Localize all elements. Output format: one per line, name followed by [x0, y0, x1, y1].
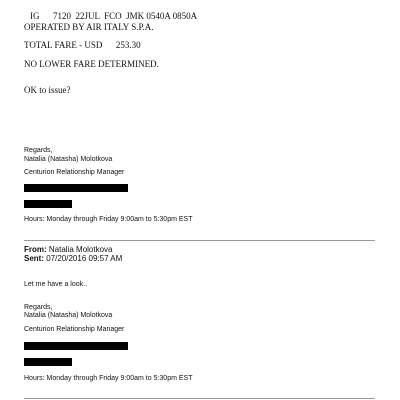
divider [24, 240, 375, 241]
redaction-bar [24, 342, 128, 350]
total-fare-line: TOTAL FARE - USD 253.30 [24, 40, 141, 50]
signature-hours: Hours: Monday through Friday 9:00am to 5:30pm EST [24, 216, 193, 223]
signature-regards: Regards, [24, 147, 53, 154]
sent-row [24, 254, 122, 264]
from-label: From: [24, 245, 47, 254]
redaction-bar [24, 200, 72, 208]
signature-name: Natalia (Natasha) Molotkova [24, 312, 113, 319]
sent-label: Sent: [24, 254, 44, 263]
email-body: Let me have a look.. [24, 281, 88, 288]
signature-hours: Hours: Monday through Friday 9:00am to 5:30pm EST [24, 375, 193, 382]
signature-regards: Regards, [24, 304, 53, 311]
redaction-bar [24, 358, 72, 366]
ok-to-issue-line: OK to issue? [24, 85, 71, 95]
signature-title: Centurion Relationship Manager [24, 326, 125, 333]
from-value: Natalia Molotkova [48, 245, 113, 254]
no-lower-fare-line: NO LOWER FARE DETERMINED. [24, 59, 159, 69]
signature-name: Natalia (Natasha) Molotkova [24, 156, 113, 163]
sent-value: 07/20/2016 09:57 AM [46, 254, 123, 263]
flight-line: IG 7120 22JUL FCO JMK 0540A 0850A [30, 11, 198, 21]
divider [24, 398, 375, 399]
operated-by-line: OPERATED BY AIR ITALY S.P.A. [24, 22, 154, 32]
signature-title: Centurion Relationship Manager [24, 169, 125, 176]
redaction-bar [24, 184, 128, 192]
